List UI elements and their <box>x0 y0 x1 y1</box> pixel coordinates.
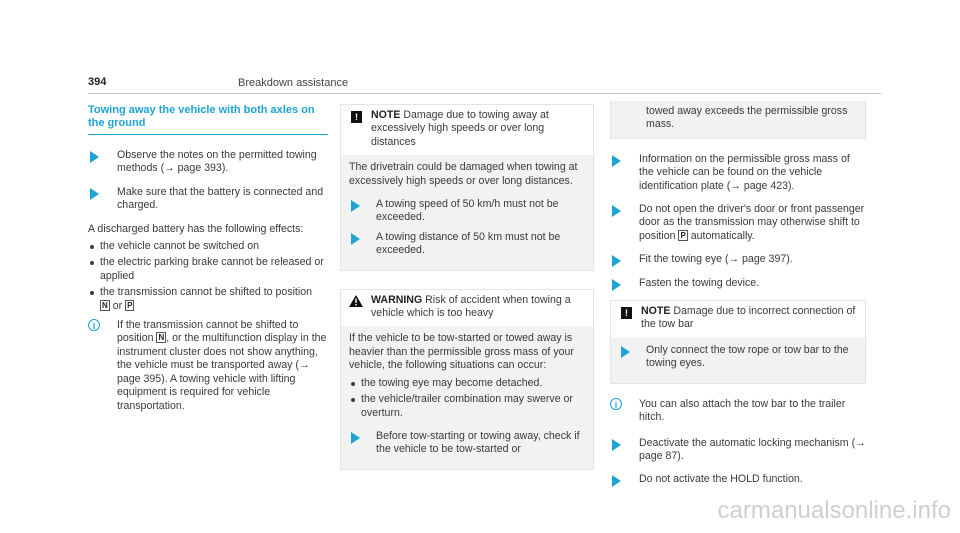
info-note <box>610 398 866 425</box>
bullet-dot-icon <box>90 261 94 265</box>
list-item <box>88 256 328 283</box>
step <box>610 153 866 193</box>
column-1 <box>88 104 328 413</box>
list-item-text: the vehicle cannot be switched on <box>100 240 260 253</box>
step <box>619 344 857 371</box>
warning-title: Risk of accident when towing a vehicle which is too heavy <box>371 293 571 320</box>
note-label: NOTE <box>641 305 671 318</box>
info-text: You can also attach the tow bar to the trailer hitch. <box>639 397 846 424</box>
note-box <box>610 300 866 384</box>
note-box <box>340 104 594 271</box>
info-icon: i <box>88 319 100 331</box>
step-text: A towing distance of 50 km must not be exceeded. <box>376 230 561 257</box>
step <box>610 253 866 266</box>
step <box>88 149 328 176</box>
step-arrow-icon <box>610 155 622 167</box>
step <box>610 203 866 243</box>
step-arrow-icon <box>349 233 361 245</box>
bullet-dot-icon <box>90 291 94 295</box>
step-arrow-icon <box>619 346 631 358</box>
note-header <box>611 301 865 338</box>
or-text: or <box>112 299 123 312</box>
step-text: Information on the permissible gross mass of the vehicle can be found on the vehicle identification plate (→ page 423). <box>639 152 850 192</box>
list-item-text: the towing eye may become detached. <box>361 376 543 389</box>
warning-paragraph: If the vehicle to be tow-started or towed away is heavier than the permissible gross mass of your vehicle, the following situations can occur: <box>349 332 574 372</box>
paragraph: A discharged battery has the following effects: <box>88 222 304 235</box>
note-title: Damage due to incorrect connection of the tow bar <box>641 305 856 331</box>
warning-box <box>340 289 594 470</box>
warning-header <box>341 290 593 327</box>
step-text: Only connect the tow rope or tow bar to the towing eyes. <box>646 343 849 370</box>
step-arrow-icon <box>610 205 622 217</box>
step-arrow-icon <box>88 188 100 200</box>
list-item <box>88 286 328 313</box>
step-text: Make sure that the battery is connected and charged. <box>117 185 324 212</box>
bullet-dot-icon <box>351 398 355 402</box>
step <box>610 473 866 486</box>
info-note <box>88 319 328 413</box>
warning-body <box>341 326 593 468</box>
bullet-dot-icon <box>90 245 94 249</box>
info-text-a: If the transmission cannot be shifted to position <box>117 319 299 345</box>
step-arrow-icon <box>349 200 361 212</box>
note-header <box>341 105 593 155</box>
section-title: Breakdown assistance <box>238 77 349 89</box>
step-text: Deactivate the automatic locking mechanism (→ page 87). <box>639 436 866 462</box>
watermark: carmanualsonline.info <box>717 497 951 524</box>
header-divider <box>88 93 881 94</box>
step-text: Before tow-starting or towing away, check if the vehicle to be tow-started or <box>376 429 580 456</box>
list-item <box>349 377 585 390</box>
list-item <box>88 240 328 253</box>
step-text: Fit the towing eye (→ page 397). <box>639 253 793 266</box>
gear-n-indicator: N <box>102 300 108 310</box>
step <box>349 198 585 225</box>
bullet-dot-icon <box>351 382 355 386</box>
step-text: A towing speed of 50 km/h must not be exceeded. <box>376 198 559 224</box>
bullet-list <box>349 377 585 420</box>
list-item-text: the vehicle/trailer combination may swerve or overturn. <box>361 393 573 419</box>
exclamation-icon: ! <box>351 111 362 123</box>
step <box>88 186 328 213</box>
exclamation-icon: ! <box>621 307 632 319</box>
page-number: 394 <box>88 76 107 88</box>
gear-n-indicator: N <box>158 333 165 343</box>
step <box>349 231 585 258</box>
list-item <box>349 393 585 420</box>
list-item-text: the transmission cannot be shifted to position <box>100 286 312 299</box>
gear-p-indicator: P <box>680 230 686 240</box>
info-text-b: , or the multifunction display in the instrument cluster does not show anything, the vehicle must be transported away (→ page 395). A towing vehicle with lifting equipment is required for vehicle transportation. <box>117 332 327 412</box>
column-2 <box>340 104 594 484</box>
bullet-list <box>88 240 328 313</box>
step-text-b: automatically. <box>690 229 755 242</box>
step-arrow-icon <box>610 279 622 291</box>
warning-continuation: towed away exceeds the permissible gross mass. <box>610 101 866 139</box>
note-body <box>611 338 865 383</box>
step <box>610 437 866 464</box>
step-arrow-icon <box>610 439 622 451</box>
gear-p-indicator: P <box>127 300 133 310</box>
step-arrow-icon <box>610 475 622 487</box>
note-paragraph: The drivetrain could be damaged when towing at excessively high speeds or over long distances. <box>349 161 578 187</box>
step-arrow-icon <box>349 432 361 444</box>
list-item-text: the electric parking brake cannot be released or applied <box>100 256 324 282</box>
step-arrow-icon <box>610 255 622 267</box>
note-label: NOTE <box>371 109 401 121</box>
warning-label: WARNING <box>371 293 423 306</box>
step <box>610 277 866 290</box>
step <box>349 430 585 457</box>
heading: Towing away the vehicle with both axles on the ground <box>88 104 328 135</box>
warning-triangle-icon <box>349 295 363 307</box>
column-3 <box>610 104 866 497</box>
step-text: Fasten the towing device. <box>639 276 760 289</box>
step-text-a: Do not open the driver's door or front passenger door as the transmission may otherwise shift to position <box>639 203 865 242</box>
note-title: Damage due to towing away at excessively high speeds or over long distances <box>371 109 549 148</box>
step-text: Do not activate the HOLD function. <box>639 473 803 486</box>
step-arrow-icon <box>88 151 100 163</box>
step-text: Observe the notes on the permitted towing methods (→ page 393). <box>117 149 317 175</box>
note-body <box>341 155 593 269</box>
info-icon: i <box>610 398 622 410</box>
